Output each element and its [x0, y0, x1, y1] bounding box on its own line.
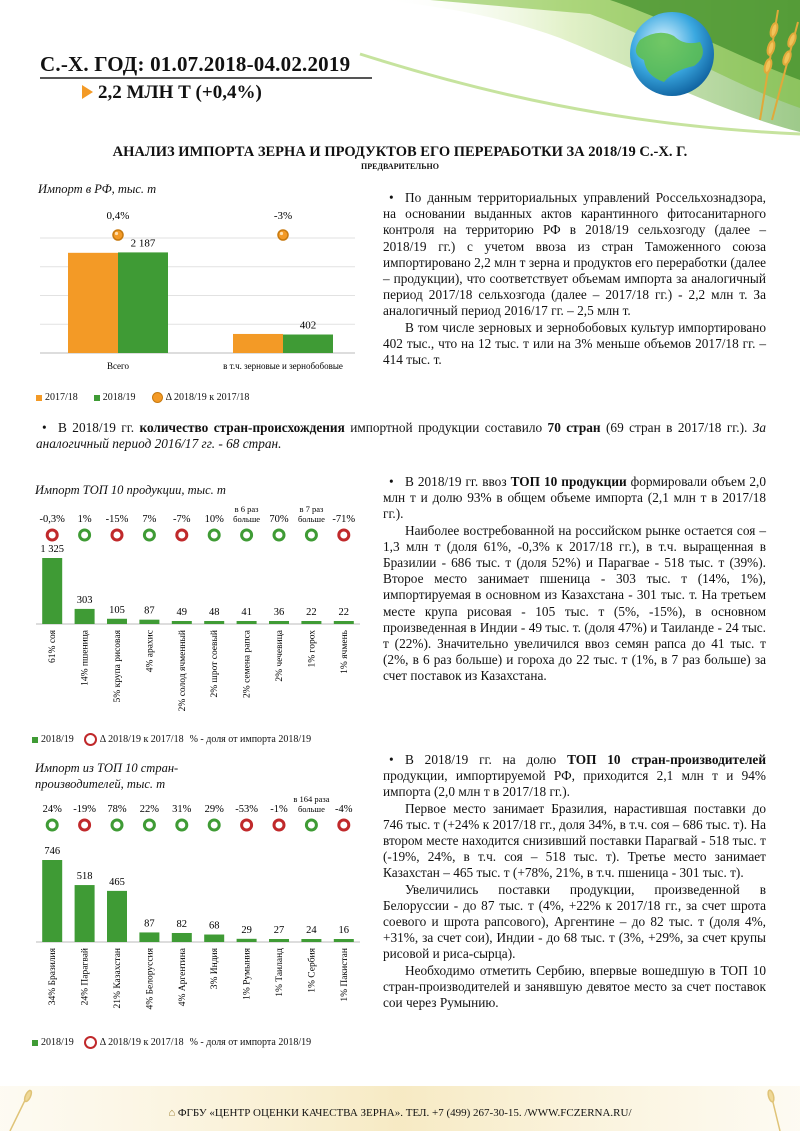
- delta-marker: [80, 530, 90, 540]
- countries-paragraph: • В 2018/19 гг. количество стран-происхождения импортной продукции составило 70 стран (69 стран в 2017/18 гг.). За аналогичный период 2016/17 гг. - 68 стран.: [36, 420, 766, 452]
- value-label: 518: [76, 871, 93, 883]
- category-label: 4% арахис: [145, 630, 156, 673]
- bar-5: [204, 935, 224, 942]
- chart2-legend: [32, 733, 372, 746]
- category-label: 2% шрот соевый: [210, 630, 221, 698]
- bar-9: [334, 621, 354, 624]
- text-block-3: • В 2018/19 гг. на долю ТОП 10 стран-производителей продукции, импортируемой РФ, приходится 2,1 млн т и 94% импорта (2,0 млн т в 2017/18 гг.). Первое место занимает Бразилия, нарастившая поставки до 746 тыс. т (+24% к 2017/18 гг., доля 34%, в т.ч. соя – 686 тыс. т). На втором месте находится снизивший поставки Парагвай - 518 тыс. т (-19%, 24%, в т.ч. соя – 518 тыс. т). Третье место занимает Казахстан – 465 тыс. т (+78%, 21%, в т.ч. пшеница - 301 тыс. т). Увеличились поставки продукции, произведенной в Белоруссии - до 87 тыс. т (4%, +22% к 2017/18 гг., за счет шрота соевого и шрота рапсового), Аргентине – до 82 тыс. т (доля 4%, +31%, за счет сои), Индии - до 68 тыс. т (3%, +29%, за счет крупы рисовой и риса-сырца). Необходимо отметить Сербию, впервые вошедшую в ТОП 10 стран-производителей и занявшую девятое место за счет поставок сои через Румынию.: [383, 752, 766, 1011]
- delta-marker-shine: [115, 232, 118, 235]
- home-icon: ⌂: [168, 1107, 178, 1119]
- legend-item-2018: 2018/19: [32, 1037, 74, 1048]
- delta-label: в 7 раз: [299, 504, 324, 514]
- value-label: 36: [273, 607, 285, 618]
- delta-label: -71%: [332, 514, 356, 525]
- chart2-svg: [28, 496, 368, 724]
- delta-label: 29%: [204, 804, 224, 815]
- text1-p1: • По данным территориальных управлений Россельхознадзора, на основании выданных актов карантинного фитосанитарного контроля на территорию РФ в 2018/19 сельхозгоду (далее – 2018/19 гг.) с учетом ввоза из стран Таможенного союза импортировано 2,2 млн т зерна и продуктов его переработки (далее – продукции), что соответствует объемам импорта за аналогичный период 2017/18 сельхозгода (далее – 2017/18 гг.) - 2,2 млн т. За аналогичный период 2016/17 гг. – 2,5 млн т.: [383, 190, 766, 320]
- delta-label: в 6 раз: [234, 504, 259, 514]
- bar-3: [139, 932, 159, 942]
- delta-marker: [80, 820, 90, 830]
- category-label: 34% Бразилия: [48, 948, 59, 1006]
- value-label: 49: [176, 607, 188, 618]
- bar-5: [204, 621, 224, 624]
- category-label: 1% Сербия: [307, 948, 318, 993]
- delta-marker: [274, 530, 284, 540]
- delta-label: 1%: [77, 514, 92, 525]
- legend-item-2018: 2018/19: [32, 734, 74, 745]
- triangle-icon: [82, 85, 93, 99]
- category-label: 3% Индия: [210, 948, 221, 990]
- header-title: С.-Х. ГОД: 01.07.2018-04.02.2019: [40, 52, 351, 76]
- delta-marker: [209, 820, 219, 830]
- delta-label: -53%: [235, 804, 258, 815]
- bar-2: [107, 891, 127, 942]
- delta-marker: [112, 820, 122, 830]
- text-block-2: • В 2018/19 гг. ввоз ТОП 10 продукции формировали объем 2,0 млн т и долю 93% в общем объеме импорта (2,1 млн т в 2017/18 гг.). Наиболее востребованной на российском рынке остается соя – 1,3 млн т (доля 61%, -0,3% к 2017/18 гг.), в т.ч. выращенная в Бразилии - 686 тыс. т (доля 52%) и Парагвае - 518 тыс. т (39%). Второе место занимает пшеница - 303 тыс. т (14%, 1%), импортируемая в основном из Казахстана - 301 тыс. т. На третьем месте крупа рисовая - 105 тыс. т (5%, -15%), в основном произведенная в Индии - 49 тыс. т. (доля 47%) и Таиланде - 24 тыс. т (22%). Значительно увеличился ввоз семян рапса до 41 тыс. т (2%, в 6 раз больше) и гороха до 22 тыс. т (1%, в 7 раз больше) за счет поставок из Казахстана.: [383, 474, 766, 685]
- bar-1: [75, 885, 95, 942]
- text3-p4: Необходимо отметить Сербию, впервые вошедшую в ТОП 10 стран-производителей и занявшую девятое место за счет поставок сои через Румынию.: [383, 962, 766, 1011]
- chart3-title: Импорт из ТОП 10 стран-производителей, тыс. т: [35, 761, 179, 791]
- category-label: 2% чечевица: [275, 630, 285, 682]
- category-label: 2% семена рапса: [242, 630, 253, 698]
- delta-marker: [242, 820, 252, 830]
- value-label: 22: [306, 607, 317, 618]
- category-label: 24% Парагвай: [80, 948, 91, 1006]
- bar-0: [42, 860, 62, 942]
- chart1-svg: [30, 198, 365, 380]
- value-label: 82: [176, 918, 188, 930]
- legend-item-2017: 2017/18: [36, 392, 78, 403]
- chart1-title: Импорт в РФ, тыс. т: [38, 182, 157, 196]
- value-label: 41: [241, 607, 252, 618]
- value-label: 402: [299, 319, 317, 332]
- category-label: 5% крупа рисовая: [113, 630, 123, 703]
- header-subtitle: 2,2 МЛН Т (+0,4%): [98, 82, 262, 103]
- delta-marker-shine: [280, 232, 283, 235]
- value-label: 27: [273, 925, 285, 936]
- text-block-1: [383, 190, 766, 368]
- delta-label: -4%: [335, 804, 353, 815]
- text3-p2: Первое место занимает Бразилия, нарастившая поставки до 746 тыс. т (+24% к 2017/18 гг., доля 34%, в т.ч. соя – 686 тыс. т). На втором месте находится снизивший поставки Парагвай - 518 тыс. т (-19%, 24%, в т.ч. соя – 518 тыс. т). Третье место занимает Казахстан – 465 тыс. т (+78%, 21%, в т.ч. пшеница - 301 тыс. т).: [383, 800, 766, 881]
- delta-marker: [177, 820, 187, 830]
- bar-7: [269, 621, 289, 624]
- bar-4: [172, 933, 192, 942]
- value-label: 2 187: [130, 237, 156, 250]
- legend-item-2018: 2018/19: [94, 392, 136, 403]
- category-label: 21% Казахстан: [113, 948, 123, 1009]
- value-label: 465: [109, 876, 125, 888]
- bar-2018-1: [283, 335, 333, 353]
- delta-label: -15%: [105, 514, 129, 525]
- value-label: 87: [144, 605, 155, 617]
- text3-p3: Увеличились поставки продукции, произведенной в Белоруссии - до 87 тыс. т (4%, +22% к 2017/18 гг., за счет шрота соевого и шрота рапсового), Аргентине – до 82 тыс. т (доля 4%, +31%, за счет сои), Индии - до 68 тыс. т (3%, +29%, за счет крупы рисовой и риса-сырца).: [383, 881, 766, 962]
- legend-item-delta: Δ 2018/19 к 2017/18: [84, 1036, 184, 1049]
- delta-marker: [274, 820, 284, 830]
- value-label: 48: [208, 607, 220, 618]
- chart3-svg: [28, 790, 368, 1028]
- delta-label: 7%: [142, 514, 157, 525]
- category-label: Всего: [106, 361, 130, 371]
- bar-4: [172, 621, 192, 624]
- category-label: 1% Таиланд: [275, 948, 285, 997]
- delta-marker: [339, 530, 349, 540]
- legend-item-delta: Δ 2018/19 к 2017/18: [84, 733, 184, 746]
- header-rule: [40, 77, 372, 79]
- value-label: 24: [306, 925, 317, 936]
- delta-marker: [144, 820, 154, 830]
- delta-label: больше: [233, 514, 261, 524]
- bar-9: [334, 939, 354, 942]
- delta-marker: [209, 530, 219, 540]
- delta-label: -7%: [173, 514, 191, 525]
- delta-marker: [113, 230, 123, 240]
- bar-0: [42, 558, 62, 624]
- value-label: 1 325: [40, 544, 65, 555]
- delta-label: больше: [297, 804, 325, 814]
- delta-label: -19%: [73, 804, 96, 815]
- footer: [0, 1107, 800, 1119]
- category-label: 1% Румыния: [242, 948, 253, 1000]
- page-subtitle: ПРЕДВАРИТЕЛЬНО: [361, 162, 439, 171]
- delta-marker: [47, 820, 57, 830]
- bar-6: [237, 939, 257, 942]
- chart3-legend: [32, 1036, 372, 1049]
- delta-label: в 164 раза: [293, 794, 330, 804]
- delta-label: 70%: [269, 514, 289, 525]
- bar-8: [301, 939, 321, 942]
- category-label: 1% горох: [307, 630, 318, 668]
- category-label: 4% Аргентина: [177, 948, 188, 1007]
- delta-label: больше: [297, 514, 325, 524]
- delta-label: 0,4%: [106, 210, 130, 222]
- category-label: в т.ч. зерновые и зернобобовые: [223, 361, 343, 371]
- value-label: 68: [208, 920, 220, 932]
- value-label: 746: [44, 846, 61, 857]
- legend-item-delta: Δ 2018/19 к 2017/18: [152, 392, 250, 403]
- category-label: 4% Белоруссия: [145, 948, 156, 1010]
- delta-marker: [306, 530, 316, 540]
- delta-marker: [339, 820, 349, 830]
- legend-item-share: % - доля от импорта 2018/19: [189, 1037, 312, 1048]
- delta-marker: [47, 530, 57, 540]
- value-label: 303: [76, 594, 93, 606]
- chart1-legend: [36, 392, 366, 403]
- value-label: 105: [109, 604, 125, 616]
- delta-marker: [112, 530, 122, 540]
- category-label: 14% пшеница: [80, 630, 91, 686]
- footer-text: ФГБУ «ЦЕНТР ОЦЕНКИ КАЧЕСТВА ЗЕРНА». ТЕЛ. +7 (499) 267-30-15. /WWW.FCZERNA.RU/: [177, 1107, 632, 1119]
- bar-7: [269, 939, 289, 942]
- value-label: 16: [338, 925, 350, 936]
- bar-8: [301, 621, 321, 624]
- text1-p2: В том числе зерновых и зернобобовых культур импортировано 402 тыс., что на 12 тыс. т или на 3% меньше объемов 2017/18 гг. – 414 тыс. т.: [383, 319, 766, 368]
- delta-marker: [144, 530, 154, 540]
- category-label: 61% соя: [48, 630, 59, 663]
- delta-label: 31%: [172, 804, 192, 815]
- bar-2018-0: [118, 252, 168, 353]
- bar-2017-1: [233, 334, 283, 353]
- delta-label: 78%: [107, 804, 127, 815]
- value-label: 22: [338, 607, 350, 618]
- delta-label: 10%: [204, 514, 224, 525]
- text2-p2: Наиболее востребованной на российском рынке остается соя – 1,3 млн т (доля 61%, -0,3% к 2017/18 гг.), в т.ч. выращенная в Бразилии - 686 тыс. т (доля 52%) и Парагвае - 518 тыс. т (39%). Второе место занимает пшеница - 303 тыс. т (14%, 1%), импортируемая в основном из Казахстана - 301 тыс. т. На третьем месте крупа рисовая - 105 тыс. т (5%, -15%), в основном произведенная в Индии - 49 тыс. т. (доля 47%) и Таиланде - 24 тыс. т (22%). Значительно увеличился ввоз семян рапса до 41 тыс. т (2%, в 6 раз больше) и гороха до 22 тыс. т (1%, в 7 раз больше) за счет поставок из Казахстана.: [383, 522, 766, 684]
- delta-label: -0,3%: [39, 514, 65, 525]
- bar-6: [237, 621, 257, 624]
- category-label: 1% Пакистан: [339, 948, 350, 1002]
- page-title: АНАЛИЗ ИМПОРТА ЗЕРНА И ПРОДУКТОВ ЕГО ПЕРЕРАБОТКИ ЗА 2018/19 С.-Х. Г.: [112, 144, 688, 160]
- value-label: 29: [241, 924, 252, 936]
- value-label: 87: [144, 918, 155, 930]
- legend-item-share: % - доля от импорта 2018/19: [189, 734, 312, 745]
- delta-label: -3%: [273, 210, 293, 222]
- delta-marker: [242, 530, 252, 540]
- delta-marker: [177, 530, 187, 540]
- bar-2017-0: [68, 253, 118, 353]
- bar-2: [107, 619, 127, 624]
- bar-3: [139, 620, 159, 624]
- category-label: 1% ячмень: [339, 630, 350, 674]
- delta-marker: [278, 230, 288, 240]
- delta-label: 22%: [139, 804, 160, 815]
- delta-label: 24%: [42, 804, 62, 815]
- chart2-title: Импорт ТОП 10 продукции, тыс. т: [35, 483, 226, 497]
- delta-label: -1%: [270, 804, 288, 815]
- category-label: 2% солод ячменный: [177, 630, 188, 712]
- delta-marker: [306, 820, 316, 830]
- bar-1: [75, 609, 95, 624]
